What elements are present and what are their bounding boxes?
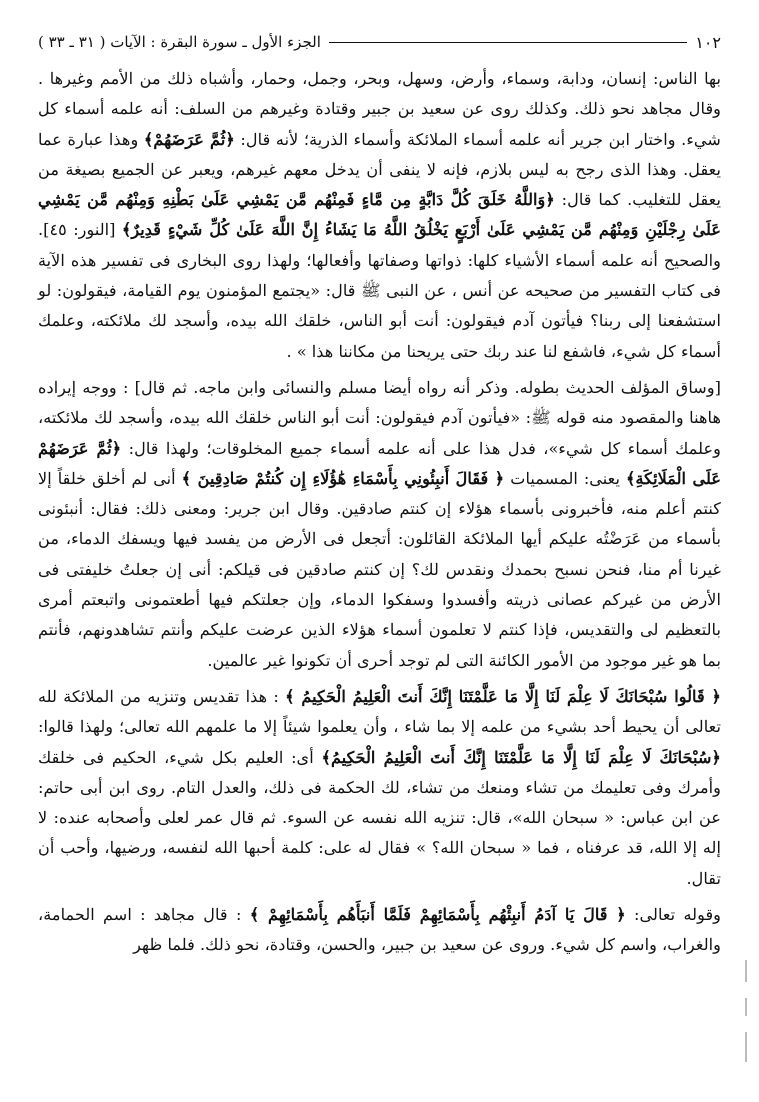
text-run: : هذا تقديس وتنزيه من الملائكة لله تعالى أن يحيط أحد بشيء من علمه إلا بما شاء ، وأن يعلموا شيئاً إلا ما علمهم الله تعالى؛ ولهذا قالوا:	[38, 686, 721, 737]
running-title: الجزء الأول ـ سورة البقرة : الآيات ( ٣١ ـ ٣٣ )	[38, 33, 321, 51]
page-body	[38, 64, 721, 961]
paragraph	[38, 900, 721, 961]
quran-verse: ﴿ قَالَ يَا آدَمُ أَنبِئْهُم بِأَسْمَائِهِمْ فَلَمَّا أَنبَأَهُم بِأَسْمَائِهِمْ ﴾	[249, 905, 626, 925]
margin-mark	[745, 960, 747, 982]
quran-verse: ﴿ قَالُوا سُبْحَانَكَ لَا عِلْمَ لَنَا إِلَّا مَا عَلَّمْتَنَا إِنَّكَ أَنتَ الْعَلِيمُ الْحَكِيمُ ﴾	[285, 686, 721, 706]
text-run: أنى لم أخلق خلقاً إلا كنتم أعلم منه، فأخبرونى بأسماء هؤلاء إن كنتم صادقين. وقال ابن جرير: ومعنى ذلك: فقال: أنبئونى بأسماء من عَرَضْتُه عليكم أيها الملائكة القائلون: أتجعل فى الأرض من يفسد فيها ويسفك الدماء، من غيرنا أم منا، فنحن نسبح بحمدك ونقدس لك؟ إن كنتم صادقين فى قيلكم: أنى إن جعلتُ خليفتى فى الأرض من غيركم عصانى ذريته وأفسدوا وسفكوا الدماء، وإن جعلتكم فيها أطعتمونى واتبعتم أمرى بالتعظيم لى والتقديس، فإذا كنتم لا تعلمون أسماء هؤلاء الذين عرضت عليكم وأنتم تشاهدونهم، فأنتم بما هو غير موجود من الأمور الكائنة التى لم توجد أحرى أن تكونوا غير عالمين.	[38, 468, 721, 670]
paragraph	[38, 682, 721, 894]
text-run: بها الناس: إنسان، ودابة، وسماء، وأرض، وسهل، وبحر، وجمل، وحمار، وأشباه ذلك من الأمم وغيرها . وقال مجاهد نحو ذلك. وكذلك روى عن سعيد بن جبير وقتادة وغيرهم من السلف: أنه علمه أسماء كل شيء. واختار ابن جرير أنه علمه أسماء الملائكة وأسماء الذرية؛ لأنه قال:	[38, 69, 721, 149]
text-run: وقوله تعالى:	[625, 905, 721, 925]
quran-verse: ﴿ثُمَّ عَرَضَهُمْ عَلَى الْمَلَائِكَةِ﴾	[38, 438, 722, 488]
scan-margin-marks	[742, 960, 752, 1100]
paragraph	[38, 373, 721, 676]
quran-verse: ﴿سُبْحَانَكَ لَا عِلْمَ لَنَا إِلَّا مَا عَلَّمْتَنَا إِنَّكَ أَنتَ الْعَلِيمُ الْحَكِيمُ﴾	[321, 747, 721, 767]
quran-verse: ﴿ثُمَّ عَرَضَهُمْ﴾	[143, 129, 235, 149]
margin-mark	[745, 1032, 747, 1062]
text-run: أى: العليم بكل شيء، الحكيم فى خلقك وأمرك وفى تعليمك من تشاء ومنعك من تشاء، لك الحكمة فى ذلك، والعدل التام. روى ابن أبى حاتم: عن ابن عباس: « سبحان الله»، قال: تنزيه الله نفسه عن السوء. ثم قال عمر لعلى وأصحابه عنده: لا إله إلا الله، قد عرفناه ، فما « سبحان الله؟ » فقال له على: كلمة أحبها الله لنفسه، ورضيها، وأحب أن تقال.	[38, 747, 721, 888]
paragraph	[38, 64, 721, 367]
header-rule	[329, 42, 687, 43]
quran-verse: ﴿وَاللَّهُ خَلَقَ كُلَّ دَابَّةٍ مِن مَّاءٍ فَمِنْهُم مَّن يَمْشِي عَلَىٰ بَطْنِهِ وَمِنْهُم مَّن يَمْشِي عَلَىٰ رِجْلَيْنِ وَمِنْهُم مَّن يَمْشِي عَلَىٰ أَرْبَعٍ يَخْلُقُ اللَّهُ مَا يَشَاءُ إِنَّ اللَّهَ عَلَىٰ كُلِّ شَيْءٍ قَدِيرٌ﴾	[38, 190, 722, 240]
text-run: [وساق المؤلف الحديث بطوله. وذكر أنه رواه أيضا مسلم والنسائى وابن ماجه. ثم قال] : ووجه إيراده هاهنا والمقصود منه قوله ﷺ: «فيأتون آدم فيقولون: أنت أبو الناس خلقك الله بيده، وأسجد لك ملائكته، وعلمك أسماء كل شيء»، فدل هذا على أنه علمه أسماء جميع المخلوقات؛ ولهذا قال:	[38, 377, 721, 458]
text-run: وهذا عبارة عما يعقل. وهذا الذى رجح به ليس بلازم، فإنه لا ينفى أن يدخل معهم غيرهم، ويعبر عن الجميع بصيغة من يعقل للتغليب. كما قال:	[38, 129, 721, 210]
text-run: يعنى: المسميات	[504, 468, 626, 488]
text-run: : قال مجاهد : اسم الحمامة، والغراب، واسم كل شيء. وروى عن سعيد بن جبير، والحسن، وقتادة، نحو ذلك. فلما ظهر	[38, 905, 721, 955]
text-run: [النور: ٤٥]. والصحيح أنه علمه أسماء الأشياء كلها: ذواتها وصفاتها وأفعالها؛ ولهذا روى البخارى فى تفسير هذه الآية فى كتاب التفسير من صحيحه عن أنس ، عن النبى ﷺ قال: «يجتمع المؤمنون يوم القيامة، فيقولون: لو استشفعنا إلى ربنا؟ فيأتون آدم فيقولون: أنت أبو الناس، خلقك الله بيده، وأسجد لك ملائكته، وعلمك أسماء كل شيء، فاشفع لنا عند ربك حتى يريحنا من مكاننا هذا » .	[38, 220, 721, 361]
page-number: ١٠٢	[695, 32, 721, 52]
margin-mark	[745, 998, 747, 1016]
quran-verse: ﴿ فَقَالَ أَنبِئُونِي بِأَسْمَاءِ هَٰؤُلَاءِ إِن كُنتُمْ صَادِقِينَ ﴾	[181, 468, 505, 488]
page-header	[38, 30, 721, 54]
